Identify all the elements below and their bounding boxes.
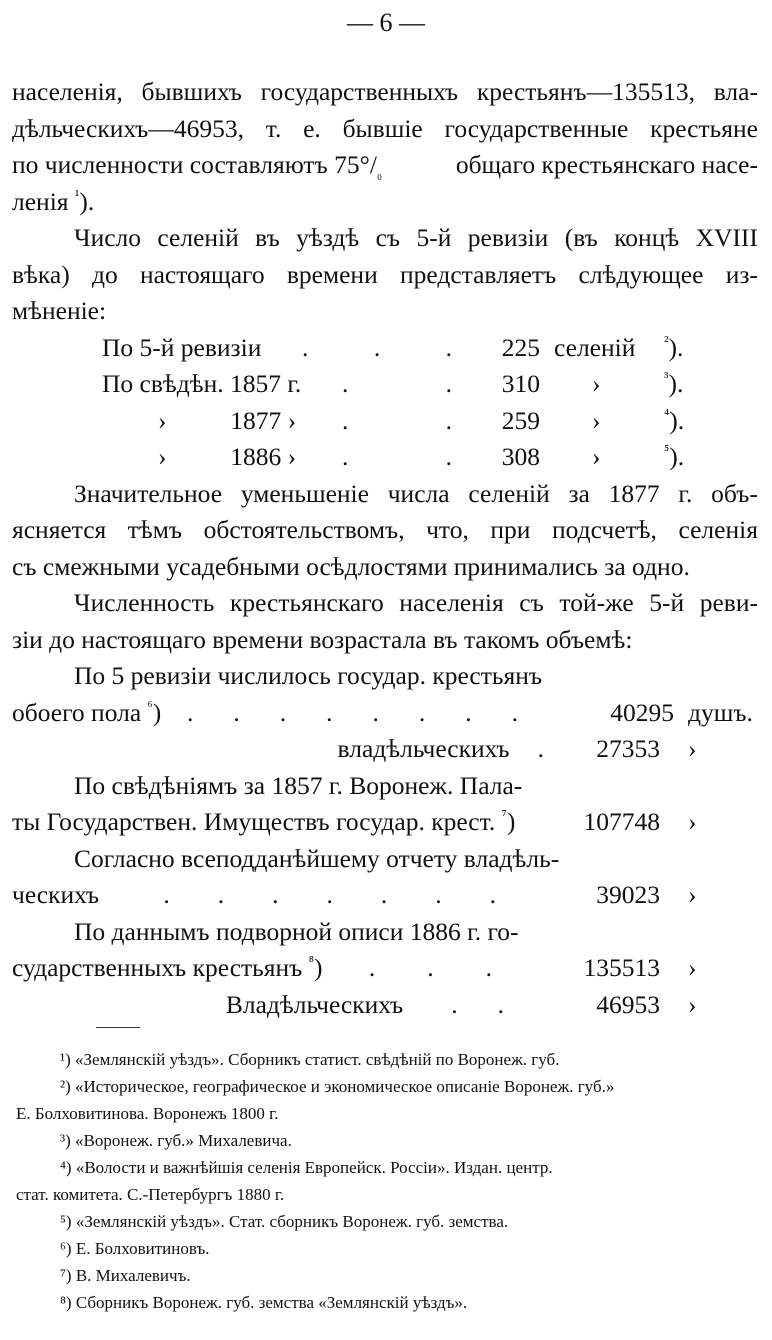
word: той-же <box>559 588 634 617</box>
word: 5-й <box>416 223 452 252</box>
row-note <box>664 439 704 476</box>
footnote-ref: ⁶ <box>147 698 153 715</box>
word: селеній <box>468 478 550 508</box>
footnotes <box>16 1046 758 1316</box>
table-row <box>12 877 758 914</box>
word: Число <box>74 223 142 252</box>
row-note <box>664 403 704 440</box>
footnote: ³) «Воронеж. губ.» Михалевича. <box>60 1131 292 1150</box>
text-line <box>12 220 758 257</box>
footnote: ¹) «Землянскій уѣздъ». Сборникъ статист. свѣдѣній по Воронеж. губ. <box>60 1050 560 1069</box>
population-table <box>12 658 758 1023</box>
row-value: 259 <box>501 405 540 435</box>
word: бывшіе <box>342 113 423 143</box>
text-line: По 5 ревизіи числилось государ. крестьянъ <box>74 661 543 690</box>
text-fragment: по численности составляютъ 75°/ <box>12 150 377 179</box>
row-close: ). <box>669 442 685 471</box>
row-label <box>12 987 562 1024</box>
dot: . <box>445 405 452 435</box>
word: г. <box>678 478 693 508</box>
word: концѣ <box>614 223 680 252</box>
text-line <box>12 585 758 622</box>
table-row <box>12 695 758 732</box>
word: слѣдующее <box>578 259 704 289</box>
word: уѣздѣ <box>296 223 360 252</box>
word: е. <box>303 113 321 143</box>
row-unit: душъ. <box>688 697 753 727</box>
word: государственные <box>444 113 629 143</box>
table-row <box>12 804 758 841</box>
leader-dots: . <box>537 734 544 763</box>
footnote-divider <box>96 1027 140 1028</box>
row-unit: › <box>592 442 601 471</box>
text-fragment: ). <box>79 186 95 216</box>
dot: . <box>445 442 452 471</box>
footnote-ref: ⁵ <box>664 443 670 459</box>
text-line: Согласно всеподданѣйшему отчету владѣль- <box>74 843 560 873</box>
word: что, <box>426 515 469 544</box>
word: числа <box>387 478 450 508</box>
word: до <box>91 259 118 289</box>
row-label-text: ческихъ <box>12 880 100 909</box>
word: населенія, <box>12 77 123 106</box>
text-line <box>12 476 758 513</box>
word: Численность <box>74 588 215 617</box>
row-close: ) <box>506 807 516 836</box>
text-line <box>12 184 758 221</box>
row-label: По 5-й ревизіи <box>102 332 262 362</box>
leader-dots: .. <box>451 989 544 1019</box>
footnote-ref: ⁴ <box>664 406 670 423</box>
word: из- <box>725 259 758 289</box>
dot: . <box>342 369 349 398</box>
word: вла- <box>713 77 758 106</box>
row-label <box>12 950 562 987</box>
word: уменьшеніе <box>240 478 369 508</box>
row-value: 310 <box>501 369 540 398</box>
footnote: ⁶) Е. Болховитиновъ. <box>60 1239 210 1258</box>
table-row <box>102 366 758 403</box>
row-unit: › <box>592 405 601 435</box>
text-line: По свѣдѣніямъ за 1857 г. Воронеж. Пала- <box>74 770 523 800</box>
footnote-ref: ¹ <box>74 187 80 204</box>
table-row <box>12 950 758 987</box>
word: обстоятельствомъ, <box>203 515 405 544</box>
word: крестьянъ—135513, <box>476 77 695 106</box>
leader-dots: ....... <box>163 880 544 909</box>
text-line <box>12 512 758 549</box>
footnote: ²) «Историческое, географическое и экономическое описаніе Воронеж. губ.» <box>60 1077 615 1096</box>
table-row <box>12 731 758 768</box>
row-close: ). <box>668 369 684 398</box>
row-value: 40295 <box>610 697 674 727</box>
dot: . <box>302 332 309 362</box>
word: селеній <box>157 223 239 252</box>
footnote: ⁴) «Волости и важнѣйшія селенія Европейск. Россіи». Издан. центр. <box>60 1158 553 1177</box>
word: въ <box>255 223 280 252</box>
word: настоящаго <box>139 259 265 289</box>
row-unit: › <box>688 807 697 836</box>
row-note <box>664 366 704 403</box>
word: реви- <box>699 588 758 617</box>
footnote: ⁸) Сборникъ Воронеж. губ. земства «Землянскій уѣздъ». <box>60 1293 468 1312</box>
word: времени <box>286 259 378 289</box>
word: съ <box>375 223 401 252</box>
text-line <box>12 74 758 111</box>
text-line: съ смежными усадебными осѣдлостями принимались за одно. <box>12 551 690 581</box>
dot: . <box>342 442 349 471</box>
text-line: мѣненіе: <box>12 296 107 325</box>
row-label <box>12 731 562 768</box>
row-label <box>12 877 562 914</box>
word: представляетъ <box>399 259 557 289</box>
word: вѣка) <box>12 259 70 289</box>
word: ревизіи <box>467 223 549 252</box>
word: ясняется <box>12 515 107 544</box>
word: селенія <box>678 515 758 544</box>
row-dots <box>302 403 452 440</box>
row-label <box>12 804 562 841</box>
row-label: › 1877 › <box>158 405 297 435</box>
word: тѣмъ <box>127 515 183 544</box>
dot: . <box>445 369 452 398</box>
row-unit: › <box>688 880 697 909</box>
subscript: ₀ <box>376 165 383 181</box>
row-label-text: владѣльческихъ <box>337 734 510 763</box>
word: т. <box>265 113 282 143</box>
row-unit: селеній <box>554 332 636 362</box>
row-value: 107748 <box>583 807 660 836</box>
footnote-ref: ⁸ <box>308 954 314 970</box>
row-label <box>12 695 576 732</box>
footnote: ⁵) «Землянскій уѣздъ». Стат. сборникъ Воронеж. губ. земства. <box>60 1212 509 1231</box>
footnote-ref: ⁷ <box>501 808 507 824</box>
page-number: — 6 — <box>347 8 425 37</box>
footnote: стат. комитета. С.-Петербургъ 1880 г. <box>16 1185 285 1204</box>
revision-table <box>12 330 758 476</box>
row-label-text: обоего пола <box>12 697 142 727</box>
row-unit: › <box>592 369 601 398</box>
dot: . <box>445 332 452 362</box>
row-close: ) <box>152 697 162 727</box>
row-label-text: Владѣльческихъ <box>225 989 404 1019</box>
row-label-text: сударственныхъ крестьянъ <box>12 953 303 982</box>
table-row <box>102 403 758 440</box>
word: дѣльческихъ—46953, <box>12 113 244 143</box>
row-close: ). <box>669 405 685 435</box>
word: Значительное <box>74 478 223 508</box>
row-dots <box>302 439 452 476</box>
word: подсчетѣ, <box>551 515 657 544</box>
word: государственныхъ <box>260 77 459 106</box>
leader-dots: ... <box>368 953 544 982</box>
row-note <box>664 330 704 367</box>
row-unit: › <box>688 989 697 1019</box>
text-line: По даннымъ подворной описи 1886 г. го- <box>74 916 519 946</box>
row-label: › 1886 › <box>158 442 297 471</box>
row-value: 46953 <box>596 989 660 1019</box>
word: 5-й <box>649 588 685 617</box>
table-row <box>102 439 758 476</box>
word: крестьяне <box>650 113 758 143</box>
word: (въ <box>564 223 598 252</box>
footnote-ref: ³ <box>664 370 669 386</box>
row-unit: › <box>688 734 697 763</box>
word: съ <box>519 588 544 617</box>
row-close: ) <box>313 953 323 982</box>
text-fragment: ленія <box>12 186 69 216</box>
text-fragment: общаго крестьянскаго насе- <box>455 150 758 179</box>
row-value: 225 <box>501 332 540 362</box>
text-line <box>12 111 758 148</box>
table-row <box>102 330 758 367</box>
row-value: 27353 <box>596 734 660 763</box>
dot: . <box>342 405 349 435</box>
row-value: 135513 <box>583 953 660 982</box>
footnote: ⁷) В. Михалевичъ. <box>60 1266 191 1285</box>
table-row <box>12 987 758 1024</box>
word: населенія <box>399 588 504 617</box>
word: за <box>568 478 590 508</box>
footnote-ref: ² <box>664 333 669 350</box>
leader-dots: ........ <box>187 697 558 727</box>
word: при <box>490 515 531 544</box>
row-close: ). <box>668 332 684 362</box>
dot: . <box>373 332 381 362</box>
footnote: Е. Болховитинова. Воронежъ 1800 г. <box>16 1104 279 1123</box>
word: XVIII <box>695 223 758 252</box>
text-line <box>12 257 758 294</box>
row-label: По свѣдѣн. 1857 г. <box>102 369 302 398</box>
row-dots <box>302 366 452 403</box>
word: объ- <box>711 478 758 508</box>
word: крестьянскаго <box>229 588 384 617</box>
row-dots <box>302 330 452 367</box>
row-value: 39023 <box>596 880 660 909</box>
main-text <box>12 74 758 1023</box>
text-line: зіи до настоящаго времени возрастала въ такомъ объемѣ: <box>12 624 633 654</box>
text-line <box>12 147 758 184</box>
word: 1877 <box>608 478 660 508</box>
row-label-text: ты Государствен. Имуществъ государ. крест. <box>12 807 496 836</box>
row-unit: › <box>688 953 697 982</box>
row-value: 308 <box>501 442 540 471</box>
word: бывшихъ <box>141 77 242 106</box>
